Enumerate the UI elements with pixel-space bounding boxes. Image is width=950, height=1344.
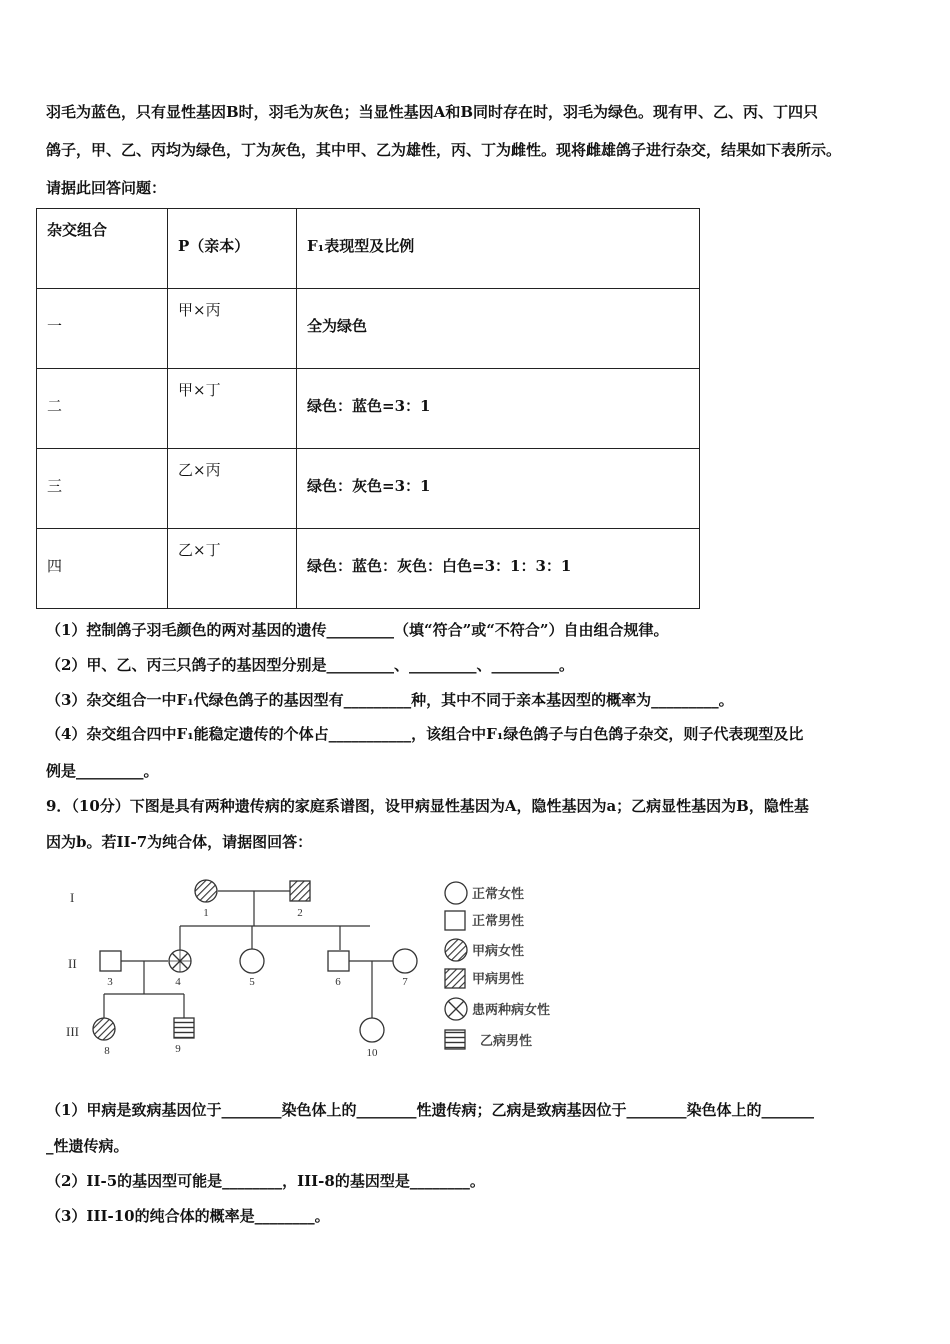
individual-8-affected-a-female: [93, 1018, 115, 1040]
header-parents: P（亲本）: [178, 237, 250, 255]
individual-3-normal-male: [100, 951, 121, 971]
q8-sub-4-line-1: （4）杂交组合四中F₁能稳定遗传的个体占___________，该组合中F₁绿色鸽子与白色鸽子杂交，则子代表现型及比: [46, 725, 804, 743]
individual-number: 1: [203, 907, 209, 919]
table-row: [37, 289, 700, 369]
individual-10-normal-female: [360, 1018, 384, 1042]
legend-label: 甲病女性: [472, 943, 525, 958]
row-result: 全为绿色: [307, 317, 368, 335]
individual-7-normal-female: [393, 949, 417, 973]
legend-label: 甲病男性: [472, 971, 525, 986]
q9-sub-1-line-1: （1）甲病是致病基因位于________染色体上的________性遗传病；乙病是致病基因位于________染色体上的_______: [46, 1101, 814, 1119]
row-parents: 甲×丁: [178, 381, 221, 399]
generation-label-3: III: [66, 1024, 79, 1039]
header-group: 杂交组合: [47, 221, 108, 239]
legend-label: 正常女性: [472, 886, 525, 901]
row-result: 绿色：灰色=3：1: [307, 477, 431, 495]
row-parents: 乙×丁: [178, 541, 221, 559]
legend-symbol-normal-male: [445, 911, 465, 930]
table-row: [37, 369, 700, 449]
individual-number: 2: [297, 907, 303, 919]
individual-1-affected-a-female: [195, 880, 217, 902]
individual-6-normal-male: [328, 951, 349, 971]
individual-5-normal-female: [240, 949, 264, 973]
individual-number: 10: [366, 1047, 378, 1059]
individual-number: 9: [175, 1043, 181, 1055]
q8-sub-3: （3）杂交组合一中F₁代绿色鸽子的基因型有_________种，其中不同于亲本基因型的概率为_________。: [46, 691, 734, 709]
intro-line-3: 请据此回答问题：: [46, 179, 167, 197]
individual-number: 5: [249, 976, 255, 988]
legend-symbol-normal-female: [445, 882, 467, 904]
row-result: 绿色：蓝色=3：1: [307, 397, 431, 415]
row-parents: 乙×丙: [178, 461, 221, 479]
row-group: 一: [47, 317, 63, 335]
legend-symbol-affected-b-male: [445, 1030, 465, 1049]
table-row: [37, 449, 700, 529]
q9-sub-3: （3）III-10的纯合体的概率是________。: [46, 1207, 330, 1225]
individual-2-affected-a-male: [290, 881, 310, 901]
pedigree-chart: [60, 870, 620, 1070]
cross-table: [36, 208, 700, 609]
row-group: 四: [47, 557, 63, 575]
row-group: 三: [47, 477, 63, 495]
row-result: 绿色：蓝色：灰色：白色=3：1：3：1: [307, 557, 572, 575]
generation-label-2: II: [68, 956, 77, 971]
q9-sub-1-line-2: _性遗传病。: [46, 1137, 129, 1155]
header-result: F₁表现型及比例: [307, 237, 415, 255]
legend-label: 正常男性: [472, 913, 525, 928]
intro-line-1: 羽毛为蓝色，只有显性基因B时，羽毛为灰色；当显性基因A和B同时存在时，羽毛为绿色。现有甲、乙、丙、丁四只: [46, 103, 818, 121]
intro-line-2: 鸽子，甲、乙、丙均为绿色，丁为灰色，其中甲、乙为雄性，丙、丁为雌性。现将雌雄鸽子进行杂交，结果如下表所示。: [46, 141, 842, 159]
q9-stem-line-2: 因为b。若II-7为纯合体，请据图回答：: [46, 833, 313, 851]
q8-sub-4-line-2: 例是_________。: [46, 762, 159, 780]
legend-label: 患两种病女性: [472, 1002, 551, 1017]
individual-number: 7: [402, 976, 408, 988]
legend-symbol-affected-a-male: [445, 969, 465, 988]
q8-sub-1: （1）控制鸽子羽毛颜色的两对基因的遗传_________（填“符合”或“不符合”）自由组合规律。: [46, 621, 669, 639]
individual-9-affected-b-male: [174, 1018, 194, 1038]
table-row: [37, 529, 700, 609]
row-parents: 甲×丙: [178, 301, 221, 319]
q8-sub-2: （2）甲、乙、丙三只鸽子的基因型分别是_________、_________、_________。: [46, 656, 574, 674]
individual-number: 4: [175, 976, 181, 988]
q9-stem-line-1: 9．（10分）下图是具有两种遗传病的家庭系谱图，设甲病显性基因为A，隐性基因为a；乙病显性基因为B，隐性基: [46, 797, 809, 815]
individual-number: 8: [104, 1045, 110, 1057]
q9-sub-2: （2）II-5的基因型可能是________，III-8的基因型是________。: [46, 1172, 485, 1190]
legend-symbol-affected-a-female: [445, 939, 467, 961]
legend-label: 乙病男性: [480, 1033, 533, 1048]
pedigree-legend: [445, 882, 467, 1049]
row-group: 二: [47, 397, 63, 415]
generation-label-1: I: [70, 890, 75, 905]
table-header-row: [37, 209, 700, 289]
individual-number: 6: [335, 976, 341, 988]
individual-number: 3: [107, 976, 113, 988]
